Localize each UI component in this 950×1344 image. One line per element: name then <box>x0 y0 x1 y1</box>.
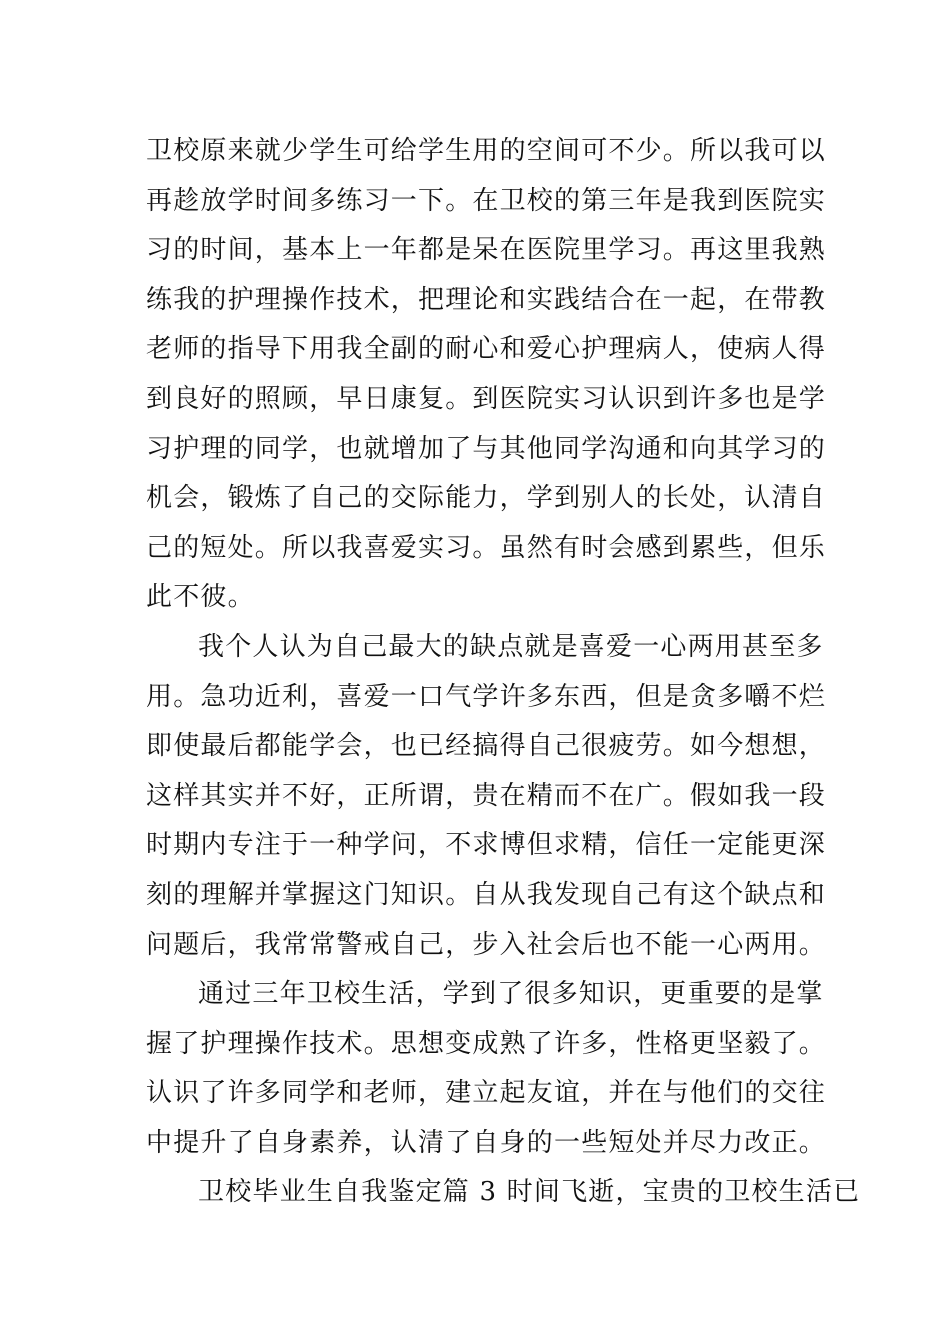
text-line: 握了护理操作技术。思想变成熟了许多，性格更坚毅了。 <box>146 1028 827 1059</box>
text-line: 中提升了自身素养，认清了自身的一些短处并尽力改正。 <box>146 1127 827 1158</box>
text-line: 认识了许多同学和老师，建立起友谊，并在与他们的交往 <box>146 1078 827 1109</box>
text-line: 用。急功近利，喜爱一口气学许多东西，但是贪多嚼不烂 <box>146 681 827 712</box>
text-line: 此不彼。 <box>146 582 255 613</box>
text-line: 习的时间，基本上一年都是呆在医院里学习。再这里我熟 <box>146 235 827 266</box>
text-line: 己的短处。所以我喜爱实习。虽然有时会感到累些，但乐 <box>146 532 827 563</box>
text-line: 即使最后都能学会，也已经搞得自己很疲劳。如今想想， <box>146 731 827 762</box>
text-line: 刻的理解并掌握这门知识。自从我发现自己有这个缺点和 <box>146 879 827 910</box>
paragraph-start-line: 通过三年卫校生活，学到了很多知识，更重要的是掌 <box>198 979 824 1010</box>
text-line: 习护理的同学，也就增加了与其他同学沟通和向其学习的 <box>146 433 827 464</box>
paragraph-start-line: 我个人认为自己最大的缺点就是喜爱一心两用甚至多 <box>198 631 824 662</box>
text-line: 卫校原来就少学生可给学生用的空间可不少。所以我可以 <box>146 136 827 166</box>
text-line: 机会，锻炼了自己的交际能力，学到别人的长处，认清自 <box>146 483 827 514</box>
text-line: 再趁放学时间多练习一下。在卫校的第三年是我到医院实 <box>146 185 827 216</box>
text-line: 这样其实并不好，正所谓，贵在精而不在广。假如我一段 <box>146 780 827 811</box>
text-line: 到良好的照顾，早日康复。到医院实习认识到许多也是学 <box>146 383 827 414</box>
body-text <box>146 127 861 1218</box>
text-line: 练我的护理操作技术，把理论和实践结合在一起，在带教 <box>146 284 827 315</box>
text-line: 老师的指导下用我全副的耐心和爱心护理病人，使病人得 <box>146 334 827 365</box>
text-line: 时期内专注于一种学问，不求博但求精，信任一定能更深 <box>146 830 827 861</box>
text-line: 问题后，我常常警戒自己，步入社会后也不能一心两用。 <box>146 929 827 960</box>
paragraph-start-line: 卫校毕业生自我鉴定篇 3 时间飞逝，宝贵的卫校生活已 <box>198 1177 861 1208</box>
